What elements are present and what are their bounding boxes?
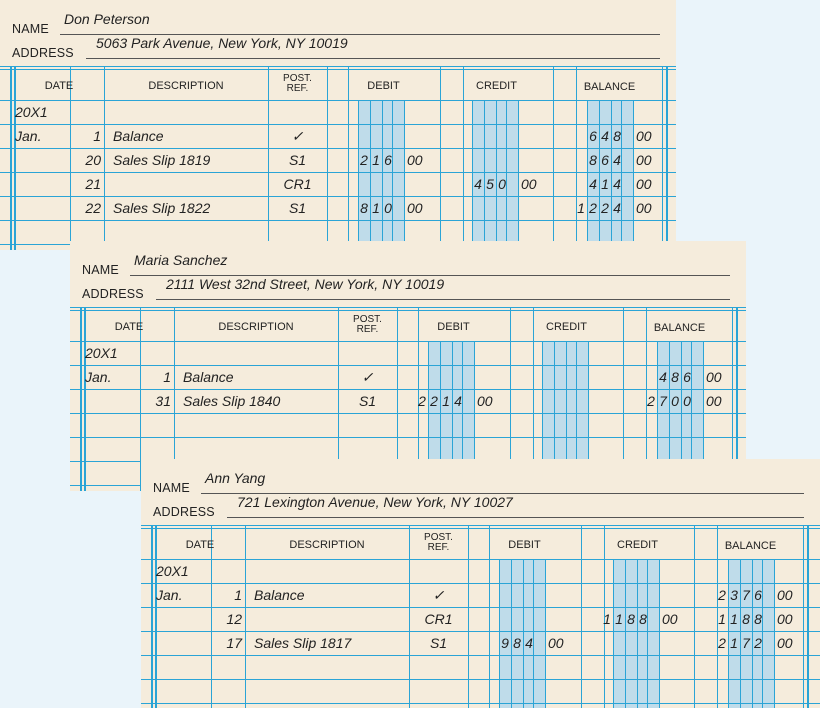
row-rule <box>0 66 676 67</box>
header-date: DATE <box>44 80 74 92</box>
customer-name: Maria Sanchez <box>134 252 228 268</box>
month-cell: Jan. <box>15 128 42 144</box>
amount-digit: 1 <box>372 200 380 216</box>
day-cell: 12 <box>226 611 242 627</box>
row-rule <box>0 196 676 197</box>
column-rule <box>489 525 490 708</box>
column-rule <box>666 66 668 250</box>
amount-digit: 6 <box>589 128 597 144</box>
amount-digit: 2 <box>601 200 609 216</box>
digit-rule <box>611 100 612 250</box>
money-column-shade <box>613 559 659 708</box>
header-debit: DEBIT <box>437 321 470 333</box>
amount-digit: 7 <box>742 587 750 603</box>
header-debit: DEBIT <box>508 539 541 551</box>
month-cell: Jan. <box>156 587 183 603</box>
day-cell: 1 <box>93 128 101 144</box>
digit-rule <box>740 559 741 708</box>
amount-digit: 7 <box>659 393 667 409</box>
amount-cents: 00 <box>477 393 493 409</box>
row-rule <box>141 559 820 560</box>
day-cell: 1 <box>234 587 242 603</box>
amount-digit: 8 <box>671 369 679 385</box>
amount-digit: 1 <box>601 176 609 192</box>
amount-digit: 1 <box>577 200 585 216</box>
column-rule <box>468 525 469 708</box>
header-debit: DEBIT <box>367 80 400 92</box>
column-rule <box>553 66 554 250</box>
row-rule <box>141 679 820 680</box>
amount-digit: 2 <box>718 587 726 603</box>
amount-digit: 4 <box>613 200 621 216</box>
name-label: NAME <box>153 481 190 495</box>
column-rule <box>440 66 441 250</box>
money-column-shade <box>358 100 404 250</box>
amount-cents: 00 <box>706 393 722 409</box>
amount-digit: 4 <box>589 176 597 192</box>
amount-cents: 00 <box>706 369 722 385</box>
row-rule <box>70 307 746 308</box>
digit-rule <box>506 100 507 250</box>
name-label: NAME <box>82 263 119 277</box>
digit-rule <box>392 100 393 250</box>
amount-digit: 2 <box>418 393 426 409</box>
amount-digit: 1 <box>718 611 726 627</box>
digit-rule <box>404 100 405 250</box>
amount-digit: 4 <box>454 393 462 409</box>
header-post-ref-2: REF. <box>286 83 309 94</box>
address-label: ADDRESS <box>12 46 74 60</box>
row-rule <box>70 437 746 438</box>
amount-digit: 8 <box>360 200 368 216</box>
address-underline <box>227 517 804 518</box>
column-rule <box>245 525 246 708</box>
digit-rule <box>511 559 512 708</box>
amount-digit: 4 <box>525 635 533 651</box>
digit-rule <box>621 100 622 250</box>
description-cell: Balance <box>113 128 164 144</box>
customer-name: Ann Yang <box>205 470 266 486</box>
row-rule <box>70 365 746 366</box>
amount-digit: 4 <box>601 128 609 144</box>
amount-digit: 0 <box>384 200 392 216</box>
row-rule <box>70 341 746 342</box>
digit-rule <box>533 559 534 708</box>
address-underline <box>156 299 730 300</box>
digit-rule <box>752 559 753 708</box>
digit-rule <box>545 559 546 708</box>
digit-rule <box>499 559 500 708</box>
description-cell: Sales Slip 1819 <box>113 152 211 168</box>
amount-cents: 00 <box>777 635 793 651</box>
amount-cents: 00 <box>636 128 652 144</box>
column-rule <box>662 66 663 250</box>
header-date: DATE <box>185 539 215 551</box>
digit-rule <box>518 100 519 250</box>
amount-digit: 6 <box>601 152 609 168</box>
header-balance: BALANCE <box>583 81 636 93</box>
amount-digit: 3 <box>730 587 738 603</box>
row-rule <box>0 100 676 101</box>
amount-digit: 7 <box>742 635 750 651</box>
month-cell: Jan. <box>85 369 112 385</box>
digit-rule <box>587 100 588 250</box>
customer-address: 5063 Park Avenue, New York, NY 10019 <box>96 35 348 51</box>
column-rule <box>151 525 153 708</box>
post-ref-cell: ✓ <box>291 128 304 144</box>
digit-rule <box>659 559 660 708</box>
amount-digit: 4 <box>659 369 667 385</box>
header-description: DESCRIPTION <box>148 80 224 92</box>
money-column-shade <box>587 100 633 250</box>
amount-digit: 8 <box>513 635 521 651</box>
post-ref-cell: S1 <box>358 393 377 409</box>
customer-address: 2111 West 32nd Street, New York, NY 10019 <box>166 276 445 292</box>
column-rule <box>155 525 157 708</box>
amount-digit: 8 <box>639 611 647 627</box>
customer-address: 721 Lexington Avenue, New York, NY 10027 <box>237 494 513 510</box>
amount-cents: 00 <box>777 587 793 603</box>
amount-digit: 1 <box>442 393 450 409</box>
row-rule <box>141 631 820 632</box>
amount-digit: 2 <box>360 152 368 168</box>
row-rule <box>0 69 676 70</box>
amount-cents: 00 <box>407 152 423 168</box>
customer-name: Don Peterson <box>64 11 150 27</box>
day-cell: 1 <box>163 369 171 385</box>
header-post-ref: POST. <box>283 73 312 84</box>
amount-digit: 9 <box>501 635 509 651</box>
day-cell: 22 <box>85 200 101 216</box>
row-rule <box>70 310 746 311</box>
year-cell: 20X1 <box>85 345 118 361</box>
column-rule <box>576 66 577 250</box>
amount-digit: 2 <box>589 200 597 216</box>
amount-cents: 00 <box>548 635 564 651</box>
amount-digit: 2 <box>430 393 438 409</box>
row-rule <box>70 413 746 414</box>
amount-digit: 1 <box>730 611 738 627</box>
post-ref-cell: S1 <box>288 200 307 216</box>
post-ref-cell: S1 <box>429 635 448 651</box>
row-rule <box>0 124 676 125</box>
amount-digit: 8 <box>754 611 762 627</box>
day-cell: 21 <box>85 176 101 192</box>
name-label: NAME <box>12 22 49 36</box>
row-rule <box>141 525 820 526</box>
digit-rule <box>613 559 614 708</box>
day-cell: 31 <box>155 393 171 409</box>
ledger-card-ann-yang <box>141 459 820 708</box>
digit-rule <box>762 559 763 708</box>
day-cell: 20 <box>85 152 101 168</box>
amount-digit: 6 <box>384 152 392 168</box>
amount-cents: 00 <box>636 176 652 192</box>
header-post-ref-2: REF. <box>356 324 379 335</box>
year-cell: 20X1 <box>156 563 189 579</box>
header-credit: CREDIT <box>617 539 658 551</box>
column-rule <box>348 66 349 250</box>
amount-digit: 0 <box>498 176 506 192</box>
money-column-shade <box>472 100 518 250</box>
post-ref-cell: ✓ <box>432 587 445 603</box>
column-rule <box>694 525 695 708</box>
column-rule <box>84 307 86 491</box>
row-rule <box>0 220 676 221</box>
description-cell: Balance <box>183 369 234 385</box>
digit-rule <box>599 100 600 250</box>
amount-cents: 00 <box>636 152 652 168</box>
header-date: DATE <box>114 321 144 333</box>
address-label: ADDRESS <box>82 287 144 301</box>
amount-digit: 0 <box>683 393 691 409</box>
post-ref-cell: ✓ <box>361 369 374 385</box>
amount-digit: 1 <box>603 611 611 627</box>
digit-rule <box>637 559 638 708</box>
description-cell: Sales Slip 1817 <box>254 635 352 651</box>
column-rule <box>80 307 82 491</box>
digit-rule <box>625 559 626 708</box>
amount-digit: 1 <box>372 152 380 168</box>
digit-rule <box>358 100 359 250</box>
digit-rule <box>472 100 473 250</box>
digit-rule <box>382 100 383 250</box>
header-balance: BALANCE <box>724 540 777 552</box>
column-rule <box>104 66 105 250</box>
digit-rule <box>523 559 524 708</box>
row-rule <box>141 583 820 584</box>
amount-digit: 1 <box>615 611 623 627</box>
amount-cents: 00 <box>777 611 793 627</box>
amount-digit: 4 <box>613 176 621 192</box>
digit-rule <box>370 100 371 250</box>
header-description: DESCRIPTION <box>218 321 294 333</box>
amount-cents: 00 <box>662 611 678 627</box>
day-cell: 17 <box>226 635 242 651</box>
header-credit: CREDIT <box>476 80 517 92</box>
header-balance: BALANCE <box>653 322 706 334</box>
column-rule <box>463 66 464 250</box>
amount-digit: 8 <box>613 128 621 144</box>
amount-cents: 00 <box>407 200 423 216</box>
post-ref-cell: CR1 <box>283 176 312 192</box>
header-credit: CREDIT <box>546 321 587 333</box>
ledger-card-don-peterson <box>0 0 676 250</box>
digit-rule <box>484 100 485 250</box>
amount-cents: 00 <box>636 200 652 216</box>
digit-rule <box>728 559 729 708</box>
amount-digit: 2 <box>718 635 726 651</box>
amount-digit: 1 <box>730 635 738 651</box>
amount-digit: 4 <box>474 176 482 192</box>
amount-digit: 2 <box>754 635 762 651</box>
row-rule <box>141 655 820 656</box>
description-cell: Sales Slip 1840 <box>183 393 281 409</box>
digit-rule <box>633 100 634 250</box>
post-ref-cell: S1 <box>288 152 307 168</box>
money-column-shade <box>499 559 545 708</box>
amount-digit: 4 <box>613 152 621 168</box>
header-post-ref: POST. <box>353 314 382 325</box>
money-column-shade <box>728 559 774 708</box>
row-rule <box>0 172 676 173</box>
header-post-ref: POST. <box>424 532 453 543</box>
description-cell: Balance <box>254 587 305 603</box>
column-rule <box>581 525 582 708</box>
ledger-card-maria-sanchez <box>70 241 746 491</box>
year-cell: 20X1 <box>15 104 48 120</box>
row-rule <box>141 607 820 608</box>
digit-rule <box>647 559 648 708</box>
address-underline <box>86 58 660 59</box>
amount-digit: 8 <box>742 611 750 627</box>
amount-digit: 5 <box>486 176 494 192</box>
row-rule <box>0 148 676 149</box>
column-rule <box>803 525 804 708</box>
amount-digit: 6 <box>683 369 691 385</box>
amount-digit: 2 <box>647 393 655 409</box>
column-rule <box>10 66 12 250</box>
row-rule <box>141 528 820 529</box>
header-post-ref-2: REF. <box>427 542 450 553</box>
header-description: DESCRIPTION <box>289 539 365 551</box>
row-rule <box>70 389 746 390</box>
digit-rule <box>496 100 497 250</box>
post-ref-cell: CR1 <box>424 611 453 627</box>
digit-rule <box>774 559 775 708</box>
amount-digit: 6 <box>754 587 762 603</box>
column-rule <box>14 66 16 250</box>
amount-cents: 00 <box>521 176 537 192</box>
row-rule <box>141 703 820 704</box>
column-rule <box>807 525 809 708</box>
amount-digit: 8 <box>589 152 597 168</box>
address-label: ADDRESS <box>153 505 215 519</box>
amount-digit: 8 <box>627 611 635 627</box>
description-cell: Sales Slip 1822 <box>113 200 211 216</box>
column-rule <box>327 66 328 250</box>
amount-digit: 0 <box>671 393 679 409</box>
